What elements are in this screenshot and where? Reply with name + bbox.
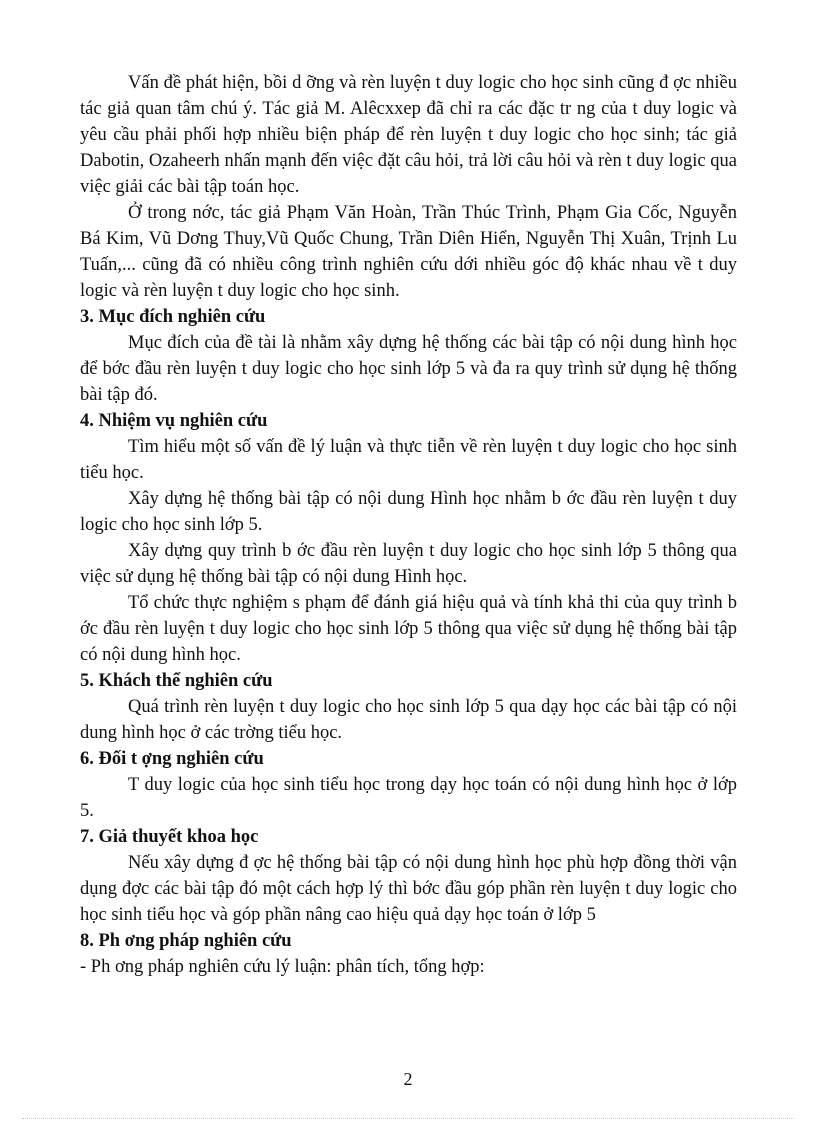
page-number: 2 bbox=[403, 1069, 413, 1089]
section-4-paragraph-4: Tổ chức thực nghiệm s phạm để đánh giá hiệu quả và tính khả thi của quy trình b ớc đầu rèn luyện t duy logic cho học sinh lớp 5 thông qua việc sử dụng hệ thống bài tập có nội dung hình học. bbox=[80, 593, 737, 665]
section-5-paragraph: Quá trình rèn luyện t duy logic cho học sinh lớp 5 qua dạy học các bài tập có nội dung hình học ở các trờng tiểu học. bbox=[80, 697, 737, 743]
section-7-heading: 7. Giả thuyết khoa học bbox=[80, 827, 259, 847]
section-6-paragraph: T duy logic của học sinh tiểu học trong dạy học toán có nội dung hình học ở lớp 5. bbox=[80, 775, 737, 821]
section-8-heading: 8. Ph ơng pháp nghiên cứu bbox=[80, 931, 292, 951]
section-3-heading: 3. Mục đích nghiên cứu bbox=[80, 307, 266, 327]
section-6-heading: 6. Đối t ợng nghiên cứu bbox=[80, 749, 264, 769]
section-8-item-1: - Ph ơng pháp nghiên cứu lý luận: phân tích, tổng hợp: bbox=[80, 957, 485, 977]
page-body bbox=[80, 70, 737, 980]
page-bottom-divider bbox=[22, 1118, 794, 1119]
section-4-paragraph-2: Xây dựng hệ thống bài tập có nội dung Hình học nhằm b ớc đầu rèn luyện t duy logic cho học sinh lớp 5. bbox=[80, 489, 737, 535]
section-3-paragraph: Mục đích của đề tài là nhằm xây dựng hệ thống các bài tập có nội dung hình học để bớc đầu rèn luyện t duy logic cho học sinh lớp 5 và đa ra quy trình sử dụng hệ thống bài tập đó. bbox=[80, 333, 737, 405]
intro-paragraph-1: Vấn đề phát hiện, bồi d ỡng và rèn luyện t duy logic cho học sinh cũng đ ợc nhiều tác giả quan tâm chú ý. Tác giả M. Alêcxxep đã chỉ ra các đặc tr ng của t duy logic và yêu cầu phải phối hợp nhiều biện pháp để rèn luyện t duy logic cho học sinh; tác giả Dabotin, Ozaheerh nhấn mạnh đến việc đặt câu hỏi, trả lời câu hỏi và rèn t duy logic qua việc giải các bài tập toán học. bbox=[80, 73, 737, 197]
section-7-paragraph: Nếu xây dựng đ ợc hệ thống bài tập có nội dung hình học phù hợp đồng thời vận dụng đợc các bài tập đó một cách hợp lý thì bớc đầu góp phần rèn luyện t duy logic cho học sinh tiểu học và góp phần nâng cao hiệu quả dạy học toán ở lớp 5 bbox=[80, 853, 737, 925]
section-5-heading: 5. Khách thể nghiên cứu bbox=[80, 671, 273, 691]
section-4-paragraph-3: Xây dựng quy trình b ớc đầu rèn luyện t duy logic cho học sinh lớp 5 thông qua việc sử dụng hệ thống bài tập có nội dung Hình học. bbox=[80, 541, 737, 587]
section-4-paragraph-1: Tìm hiểu một số vấn đề lý luận và thực tiễn về rèn luyện t duy logic cho học sinh tiểu học. bbox=[80, 437, 737, 483]
section-4-heading: 4. Nhiệm vụ nghiên cứu bbox=[80, 411, 268, 431]
intro-paragraph-2: Ở trong nớc, tác giả Phạm Văn Hoàn, Trần Thúc Trình, Phạm Gia Cốc, Nguyễn Bá Kim, Vũ Dơng Thuy,Vũ Quốc Chung, Trần Diên Hiển, Nguyễn Thị Xuân, Trịnh Lu Tuấn,... cũng đã có nhiều công trình nghiên cứu dới nhiều góc độ khác nhau về t duy logic và rèn luyện t duy logic cho học sinh. bbox=[80, 203, 737, 301]
